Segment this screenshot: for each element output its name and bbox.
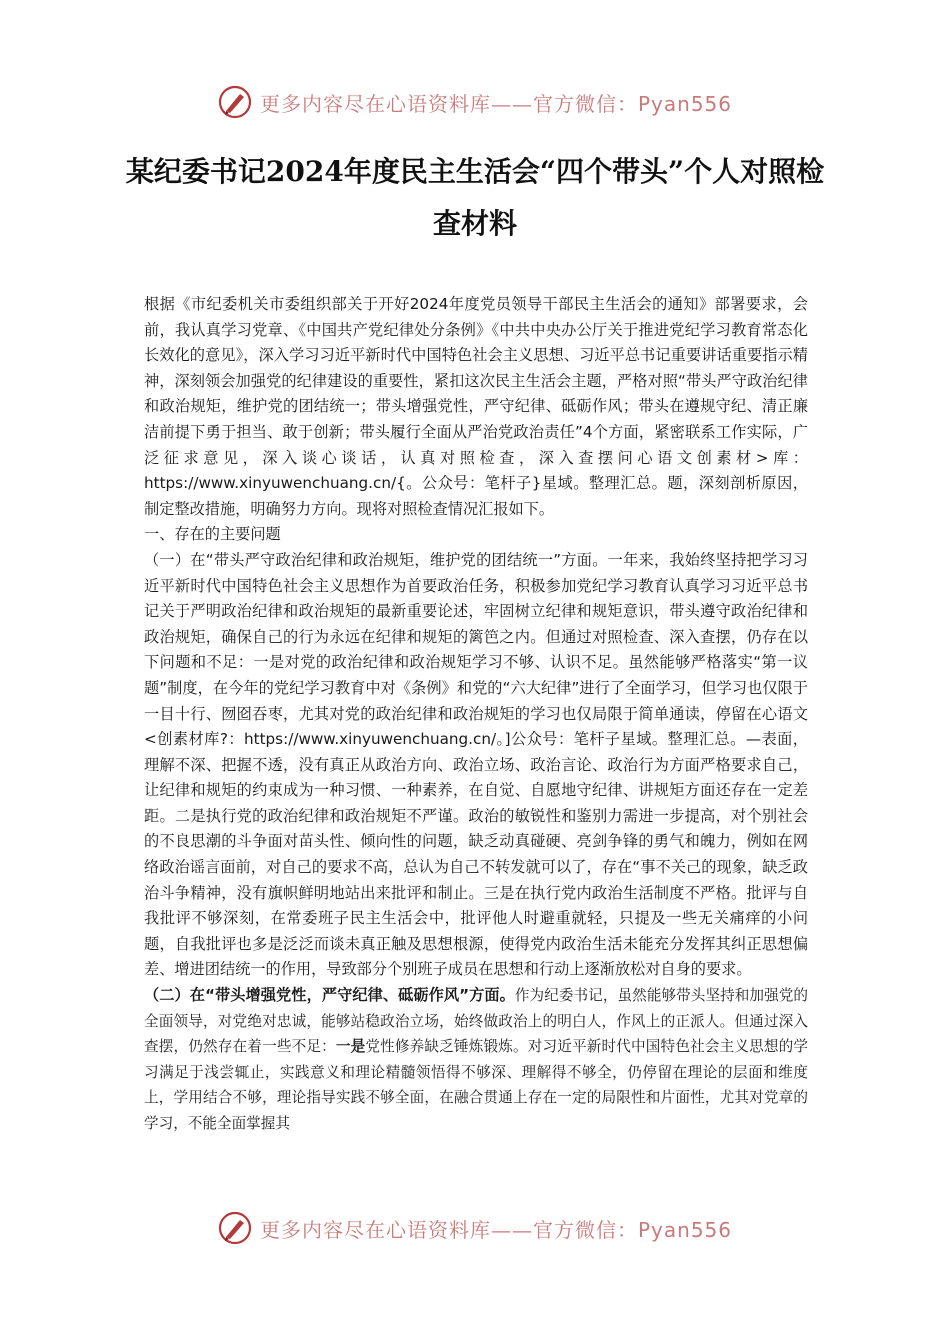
paragraph-2 — [144, 983, 808, 1137]
paragraph-2-bold-marker: 一是 — [335, 1038, 366, 1056]
banner-label — [260, 88, 732, 117]
banner-label — [260, 1214, 732, 1243]
paragraph-2-heading: （二）在“带头增强党性，严守纪律、砥砺作风”方面。 — [144, 986, 515, 1005]
pen-logo-icon — [218, 1211, 252, 1245]
intro-paragraph: 根据《市纪委机关市委组织部关于开好2024年度党员领导干部民主生活会的通知》部署要求，会前，我认真学习党章、《中国共产党纪律处分条例》《中共中央办公厅关于推进党纪学习教育常态化长效化的意见》，深入学习习近平新时代中国特色社会主义思想、习近平总书记重要讲话重要指示精神，深刻领会加强党的纪律建设的重要性，紧扣这次民主生活会主题，严格对照“带头严守政治纪律和政治规矩，维护党的团结统一；带头增强党性，严守纪律、砥砺作风；带头在遵规守纪、清正廉洁前提下勇于担当、敢于创新；带头履行全面从严治党政治责任”4个方面，紧密联系工作实际，广泛征求意见，深入谈心谈话，认真对照检查，深入查摆问心语文创素材>库：https://www.xinyuwenchuang.cn/{。公众号：笔杆子}星域。整理汇总。题，深刻剖析原因，制定整改措施，明确努力方向。现将对照检查情况汇报如下。 — [144, 295, 808, 518]
banner-handle: Pyan556 — [637, 1217, 732, 1242]
document-body — [144, 292, 808, 1137]
bottom-watermark-banner — [0, 1208, 950, 1248]
banner-text: 更多内容尽在心语资料库——官方微信： — [259, 1217, 638, 1242]
top-watermark-banner — [0, 82, 950, 122]
page-title: 某纪委书记2024年度民主生活会“四个带头”个人对照检查材料 — [125, 155, 825, 240]
section-heading: 一、存在的主要问题 — [144, 525, 281, 544]
paragraph-1: （一）在“带头严守政治纪律和政治规矩，维护党的团结统一”方面。一年来，我始终坚持把学习习近平新时代中国特色社会主义思想作为首要政治任务，积极参加党纪学习教育认真学习习近平总书记关于严明政治纪律和政治规矩的最新重要论述，牢固树立纪律和规矩意识，带头遵守政治纪律和政治规矩，确保自己的行为永远在纪律和规矩的篱笆之内。但通过对照检查、深入查摆，仍存在以下问题和不足：一是对党的政治纪律和政治规矩学习不够、认识不足。虽然能够严格落实“第一议题”制度，在今年的党纪学习教育中对《条例》和党的“六大纪律”进行了全面学习，但学习也仅限于一目十行、囫囵吞枣，尤其对党的政治纪律和政治规矩的学习也仅局限于简单通读，停留在心语文<创素材库?：https://www.xinyuwenchuang.cn/。]公众号：笔杆子星域。整理汇总。—表面，理解不深、把握不透，没有真正从政治方向、政治立场、政治言论、政治行为方面严格要求自己，让纪律和规矩的约束成为一种习惯、一种素养，在自觉、自愿地守纪律、讲规矩方面还存在一定差距。二是执行党的政治纪律和政治规矩不严谨。政治的敏锐性和鉴别力需进一步提高，对个别社会的不良思潮的斗争面对苗头性、倾向性的问题，缺乏动真碰硬、亮剑争锋的勇气和魄力，例如在网络政治谣言面前，对自己的要求不高，总认为自己不转发就可以了，存在“事不关己的现象，缺乏政治斗争精神，没有旗帜鲜明地站出来批评和制止。三是在执行党内政治生活制度不严格。批评与自我批评不够深刻，在常委班子民主生活会中，批评他人时避重就轻，只提及一些无关痛痒的小问题，自我批评也多是泛泛而谈未真正触及思想根源，使得党内政治生活未能充分发挥其纠正思想偏差、增进团结统一的作用，导致部分个别班子成员在思想和行动上逐渐放松对自身的要求。 — [144, 550, 808, 979]
banner-handle: Pyan556 — [637, 91, 732, 116]
paragraph-2-text-a: 作为纪委书记，虽然能够带头坚持和加强党的全面领导，对党绝对忠诚，能够站稳政治立场，始终做政治上的明白人，作风上的正派人。但通过深入查摆，仍然存在着一些不足： — [144, 987, 808, 1056]
banner-text: 更多内容尽在心语资料库——官方微信： — [259, 91, 638, 116]
paragraph-2-text-c: 党性修养缺乏锤炼锻炼。对习近平新时代中国特色社会主义思想的学习满足于浅尝辄止，实践意义和理论精髓领悟得不够深、理解得不够全，仍停留在理论的层面和维度上，学用结合不够，理论指导实践不够全面，在融合贯通上存在一定的局限性和片面性，尤其对党章的学习，不能全面掌握其 — [144, 1038, 808, 1132]
pen-logo-icon — [218, 85, 252, 119]
